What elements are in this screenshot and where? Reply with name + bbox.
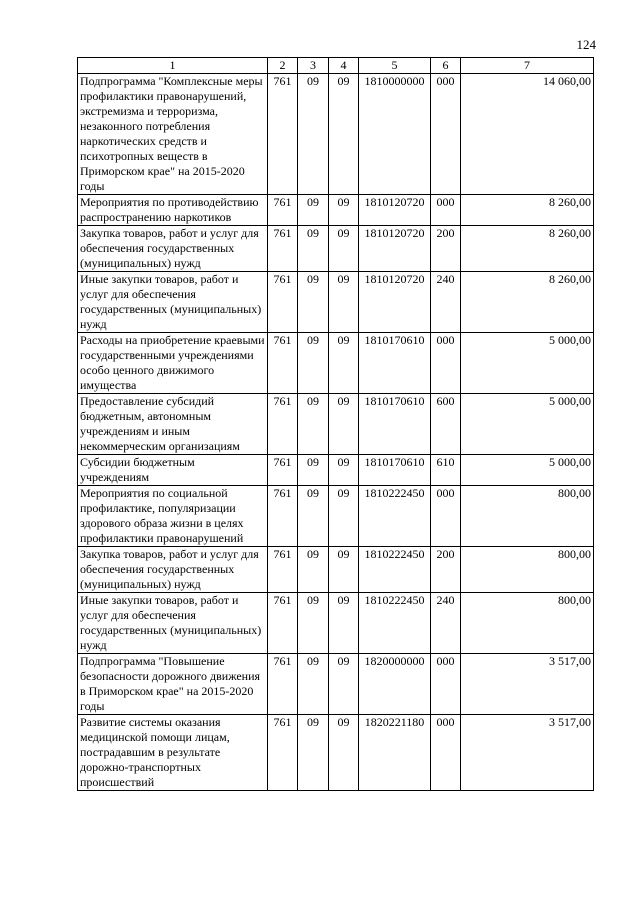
- table-row: [78, 333, 594, 394]
- row-name: Мероприятия по социальной профилактике, популяризации здорового образа жизни в целях профилактики правонарушений: [78, 486, 268, 547]
- row-col4: 09: [329, 333, 359, 394]
- row-col3: 09: [298, 593, 329, 654]
- table-row: [78, 226, 594, 272]
- table-row: [78, 455, 594, 486]
- header-cell-5: 5: [359, 58, 431, 74]
- row-name: Мероприятия по противодействию распространению наркотиков: [78, 195, 268, 226]
- row-amount: 5 000,00: [461, 394, 594, 455]
- row-amount: 8 260,00: [461, 226, 594, 272]
- row-name: Закупка товаров, работ и услуг для обеспечения государственных (муниципальных) нужд: [78, 226, 268, 272]
- row-amount: 8 260,00: [461, 272, 594, 333]
- header-cell-3: 3: [298, 58, 329, 74]
- table-row: [78, 654, 594, 715]
- row-amount: 3 517,00: [461, 715, 594, 791]
- row-col6: 000: [431, 486, 461, 547]
- row-col2: 761: [268, 715, 298, 791]
- row-col5: 1810170610: [359, 333, 431, 394]
- row-col2: 761: [268, 593, 298, 654]
- row-col6: 610: [431, 455, 461, 486]
- row-col3: 09: [298, 715, 329, 791]
- row-amount: 800,00: [461, 547, 594, 593]
- row-col4: 09: [329, 394, 359, 455]
- row-col4: 09: [329, 272, 359, 333]
- row-col3: 09: [298, 486, 329, 547]
- row-col3: 09: [298, 272, 329, 333]
- row-amount: 800,00: [461, 593, 594, 654]
- row-col5: 1810170610: [359, 394, 431, 455]
- header-cell-4: 4: [329, 58, 359, 74]
- row-col4: 09: [329, 74, 359, 195]
- header-cell-6: 6: [431, 58, 461, 74]
- row-col6: 000: [431, 195, 461, 226]
- row-col3: 09: [298, 226, 329, 272]
- row-col2: 761: [268, 333, 298, 394]
- row-col5: 1810120720: [359, 195, 431, 226]
- row-col6: 200: [431, 547, 461, 593]
- row-col2: 761: [268, 486, 298, 547]
- row-name: Закупка товаров, работ и услуг для обеспечения государственных (муниципальных) нужд: [78, 547, 268, 593]
- row-col5: 1810120720: [359, 226, 431, 272]
- row-col6: 000: [431, 715, 461, 791]
- row-col5: 1810000000: [359, 74, 431, 195]
- row-col2: 761: [268, 195, 298, 226]
- table-row: [78, 272, 594, 333]
- row-amount: 800,00: [461, 486, 594, 547]
- row-col5: 1820221180: [359, 715, 431, 791]
- row-amount: 3 517,00: [461, 654, 594, 715]
- row-name: Предоставление субсидий бюджетным, автономным учреждениям и иным некоммерческим организациям: [78, 394, 268, 455]
- row-name: Развитие системы оказания медицинской помощи лицам, пострадавшим в результате дорожно-транспортных происшествий: [78, 715, 268, 791]
- row-col2: 761: [268, 654, 298, 715]
- row-col2: 761: [268, 394, 298, 455]
- table-row: [78, 486, 594, 547]
- header-cell-2: 2: [268, 58, 298, 74]
- row-col6: 000: [431, 654, 461, 715]
- row-col3: 09: [298, 547, 329, 593]
- row-col3: 09: [298, 654, 329, 715]
- row-col4: 09: [329, 195, 359, 226]
- row-amount: 5 000,00: [461, 455, 594, 486]
- header-cell-1: 1: [78, 58, 268, 74]
- row-col5: 1810222450: [359, 486, 431, 547]
- row-col5: 1810222450: [359, 593, 431, 654]
- row-col2: 761: [268, 547, 298, 593]
- table-row: [78, 195, 594, 226]
- table-row: [78, 593, 594, 654]
- table-row: [78, 547, 594, 593]
- row-col5: 1810120720: [359, 272, 431, 333]
- row-col4: 09: [329, 486, 359, 547]
- row-col2: 761: [268, 74, 298, 195]
- row-col6: 200: [431, 226, 461, 272]
- header-row: [78, 58, 594, 74]
- row-col3: 09: [298, 333, 329, 394]
- row-col3: 09: [298, 394, 329, 455]
- row-col3: 09: [298, 455, 329, 486]
- row-col5: 1820000000: [359, 654, 431, 715]
- row-col4: 09: [329, 654, 359, 715]
- row-name: Иные закупки товаров, работ и услуг для обеспечения государственных (муниципальных) нужд: [78, 272, 268, 333]
- row-col6: 000: [431, 333, 461, 394]
- row-amount: 14 060,00: [461, 74, 594, 195]
- row-name: Расходы на приобретение краевыми государственными учреждениями особо ценного движимого имущества: [78, 333, 268, 394]
- row-col4: 09: [329, 455, 359, 486]
- header-cell-7: 7: [461, 58, 594, 74]
- row-col4: 09: [329, 226, 359, 272]
- row-name: Подпрограмма "Повышение безопасности дорожного движения в Приморском крае" на 2015-2020 годы: [78, 654, 268, 715]
- row-col2: 761: [268, 226, 298, 272]
- row-col6: 000: [431, 74, 461, 195]
- row-col2: 761: [268, 272, 298, 333]
- row-col5: 1810222450: [359, 547, 431, 593]
- page-number: 124: [576, 37, 596, 52]
- row-col2: 761: [268, 455, 298, 486]
- row-col5: 1810170610: [359, 455, 431, 486]
- row-name: Субсидии бюджетным учреждениям: [78, 455, 268, 486]
- table-row: [78, 715, 594, 791]
- row-name: Подпрограмма "Комплексные меры профилактики правонарушений, экстремизма и терроризма, незаконного потребления наркотических средств и психотропных веществ в Приморском крае" на 2015-2020 годы: [78, 74, 268, 195]
- table-row: [78, 74, 594, 195]
- table-row: [78, 394, 594, 455]
- row-col3: 09: [298, 195, 329, 226]
- row-col3: 09: [298, 74, 329, 195]
- row-col6: 240: [431, 272, 461, 333]
- row-col6: 600: [431, 394, 461, 455]
- row-col4: 09: [329, 593, 359, 654]
- budget-table: [77, 57, 594, 791]
- row-amount: 8 260,00: [461, 195, 594, 226]
- row-col4: 09: [329, 547, 359, 593]
- row-amount: 5 000,00: [461, 333, 594, 394]
- row-col4: 09: [329, 715, 359, 791]
- row-col6: 240: [431, 593, 461, 654]
- row-name: Иные закупки товаров, работ и услуг для обеспечения государственных (муниципальных) нужд: [78, 593, 268, 654]
